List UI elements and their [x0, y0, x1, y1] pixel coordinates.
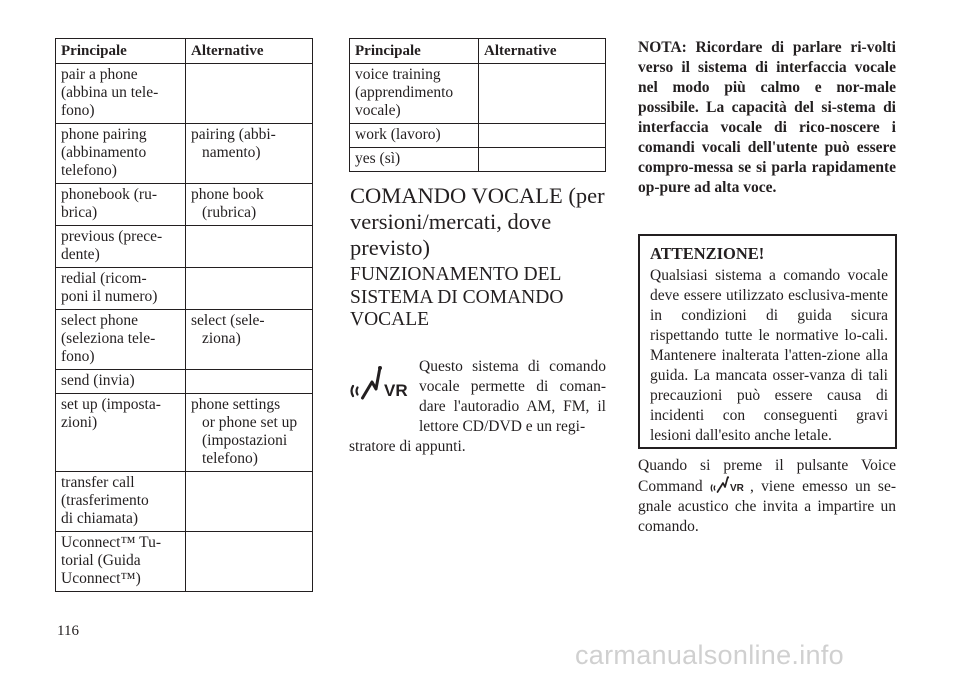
vr-voice-command-icon	[350, 365, 410, 401]
warning-box	[638, 234, 897, 449]
svg-text:VR: VR	[729, 483, 744, 494]
table-row	[56, 310, 313, 370]
cell-alternative	[186, 64, 313, 124]
svg-text:VR: VR	[384, 381, 408, 400]
intro-paragraph-continued: stratore di appunti.	[349, 438, 466, 455]
section-title: COMANDO VOCALE (per versioni/mercati, dove previsto)	[350, 183, 605, 260]
cell-principale: redial (ricom- poni il numero)	[56, 268, 186, 310]
voice-command-paragraph	[638, 456, 896, 537]
cell-principale: set up (imposta- zioni)	[56, 394, 186, 472]
cell-alternative	[186, 532, 313, 592]
table-row	[56, 124, 313, 184]
cell-principale: phone pairing (abbinamento telefono)	[56, 124, 186, 184]
table-header-row	[350, 39, 606, 64]
cell-alternative: select (sele- ziona)	[186, 310, 313, 370]
cell-alternative	[186, 472, 313, 532]
header-alternative: Alternative	[479, 39, 606, 64]
cell-alternative: pairing (abbi- namento)	[186, 124, 313, 184]
cell-principale: send (invia)	[56, 370, 186, 394]
commands-table-right	[349, 38, 606, 172]
page-number: 116	[57, 623, 79, 639]
table-row	[56, 184, 313, 226]
cell-alternative: phone book (rubrica)	[186, 184, 313, 226]
footer-watermark: carmanualsonline.info	[575, 640, 844, 670]
voice-command-text-before: Quando si preme il pulsante Voice Command	[638, 457, 896, 495]
subsection-title: FUNZIONAMENTO DEL SISTEMA DI COMANDO VOCALE	[350, 264, 564, 330]
cell-alternative	[186, 226, 313, 268]
cell-principale: previous (prece- dente)	[56, 226, 186, 268]
cell-alternative	[186, 268, 313, 310]
table-row	[56, 370, 313, 394]
commands-table-left	[55, 38, 313, 592]
intro-paragraph: Questo sistema di comando vocale permette di coman-dare l'autoradio AM, FM, il lettore CD/DVD e un regi-	[419, 358, 606, 435]
warning-body: Qualsiasi sistema a comando vocale deve essere utilizzato esclusiva-mente in condizioni di guida sicura rispettando tutte le normative lo-cali. Mantenere inalterata l'atten-zione alla guida. La mancata osser-vanza di tali precauzioni può essere causa di incidenti con conseguenti gravi lesioni dall'esito anche letale.	[650, 267, 888, 444]
table-row	[350, 148, 606, 172]
header-principale: Principale	[350, 39, 479, 64]
table-row	[56, 64, 313, 124]
cell-principale: phonebook (ru- brica)	[56, 184, 186, 226]
cell-principale: transfer call (trasferimento di chiamata)	[56, 472, 186, 532]
cell-principale: yes (sì)	[350, 148, 479, 172]
table-row	[56, 532, 313, 592]
header-alternative: Alternative	[186, 39, 313, 64]
header-principale: Principale	[56, 39, 186, 64]
cell-principale: select phone (seleziona tele- fono)	[56, 310, 186, 370]
table-row	[56, 268, 313, 310]
cell-alternative	[186, 370, 313, 394]
warning-title: ATTENZIONE!	[650, 244, 765, 263]
cell-alternative: phone settings or phone set up (impostazioni telefono)	[186, 394, 313, 472]
cell-principale: pair a phone (abbina un tele- fono)	[56, 64, 186, 124]
cell-principale: voice training (apprendimento vocale)	[350, 64, 479, 124]
table-row	[350, 124, 606, 148]
table-row	[350, 64, 606, 124]
table-row	[56, 472, 313, 532]
voice-command-text-after: , viene emesso un se-gnale acustico che invita a impartire un comando.	[638, 478, 896, 535]
table-row	[56, 394, 313, 472]
vr-inline-icon	[710, 476, 750, 494]
cell-alternative	[479, 64, 606, 124]
note-paragraph: NOTA: Ricordare di parlare ri-volti verso il sistema di interfaccia vocale nel modo più calmo e nor-male possibile. La capacità del si-stema di interfaccia vocale di rico-noscere i comandi vocali dell'utente può essere compro-messa se si parla rapidamente op-pure ad alta voce.	[638, 39, 896, 196]
cell-alternative	[479, 124, 606, 148]
table-header-row	[56, 39, 313, 64]
table-row	[56, 226, 313, 268]
cell-principale: work (lavoro)	[350, 124, 479, 148]
cell-alternative	[479, 148, 606, 172]
cell-principale: Uconnect™ Tu- torial (Guida Uconnect™)	[56, 532, 186, 592]
